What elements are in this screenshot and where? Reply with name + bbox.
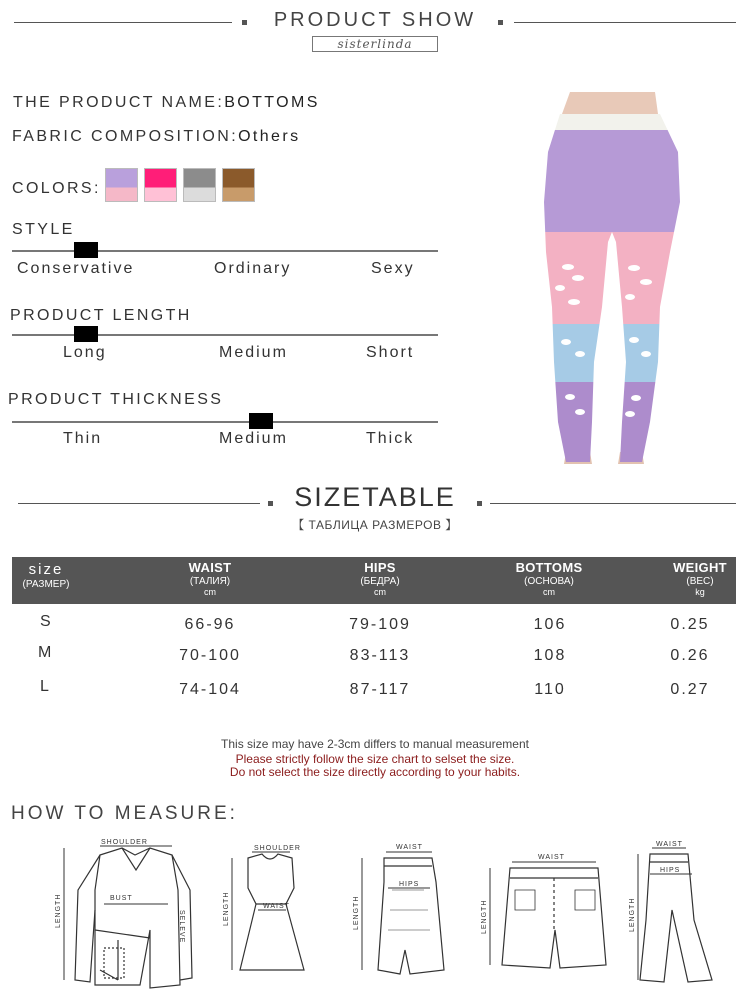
jacket-length-label: LENGTH (55, 893, 62, 928)
row-size: S (40, 613, 51, 630)
shorts-length-label: LENGTH (481, 899, 488, 934)
column-waist (160, 557, 260, 597)
row-hips: 87-117 (349, 681, 411, 698)
length-option-medium: Medium (219, 344, 288, 361)
pants-length-label: LENGTH (629, 897, 636, 932)
style-scale-label: STYLE (12, 221, 75, 238)
product-name-row (13, 94, 320, 112)
row-size: L (40, 678, 49, 695)
size-note: This size may have 2-3cm differs to manual measurement (221, 737, 529, 751)
color-swatch-brown-cream[interactable] (222, 168, 255, 202)
waist-skin (562, 92, 658, 114)
measure-diagrams (0, 830, 750, 1000)
skirt-diagram (378, 858, 444, 974)
column-waist-label: WAIST (188, 560, 232, 575)
shorts-waist-label: WAIST (538, 854, 565, 861)
size-warning-1: Please strictly follow the size chart to selset the size. (235, 752, 515, 766)
thickness-scale-marker (249, 413, 273, 429)
skirt-hips-label: HIPS (399, 881, 420, 888)
column-bottoms-label: BOTTOMS (515, 560, 583, 575)
column-hips-ru: (БЕДРА) (360, 576, 400, 587)
header-title: PRODUCT SHOW (273, 9, 477, 31)
column-weight-ru: (ВЕС) (686, 576, 714, 587)
row-weight: 0.25 (670, 616, 710, 633)
row-waist: 66-96 (184, 616, 236, 633)
skirt-length-label: LENGTH (353, 895, 360, 930)
header-line-right (514, 22, 736, 23)
pants-hips-label: HIPS (660, 867, 681, 874)
column-weight-label: WEIGHT (673, 560, 727, 575)
color-swatch-hot-pink[interactable] (144, 168, 177, 202)
row-bottoms: 110 (534, 681, 566, 698)
colors-label: COLORS: (12, 180, 101, 197)
size-warning-2: Do not select the size directly according to your habits. (229, 765, 521, 779)
row-waist: 74-104 (179, 681, 241, 698)
thickness-scale-label: PRODUCT THICKNESS (8, 391, 224, 408)
jacket-shoulder-label: SHOULDER (101, 839, 148, 846)
row-waist: 70-100 (179, 647, 241, 664)
size-table-header (12, 557, 736, 604)
how-to-measure-title: HOW TO MEASURE: (11, 803, 238, 824)
row-weight: 0.27 (670, 681, 710, 698)
color-swatch-grey-white[interactable] (183, 168, 216, 202)
brand-subtitle: sisterlinda (312, 36, 438, 52)
row-size: M (38, 644, 52, 661)
sizetable-dot-right (477, 501, 482, 506)
thickness-scale-line (12, 421, 438, 423)
skirt-waist-label: WAIST (396, 844, 423, 851)
column-bottoms-unit: cm (543, 587, 555, 597)
jacket-sleeve-label: SELEVE (178, 910, 185, 944)
fabric-label: FABRIC COMPOSITION: (12, 128, 239, 145)
row-weight: 0.26 (670, 647, 710, 664)
column-bottoms (499, 557, 599, 597)
length-option-short: Short (366, 344, 415, 361)
dress-length-label: LENGTH (223, 891, 230, 926)
jacket-bust-label: BUST (110, 895, 133, 902)
style-option-conservative: Conservative (17, 260, 135, 277)
length-scale-label: PRODUCT LENGTH (10, 307, 192, 324)
style-option-ordinary: Ordinary (214, 260, 292, 277)
length-scale-marker (74, 326, 98, 342)
header-dot-right (498, 20, 503, 25)
column-bottoms-ru: (ОСНОВА) (524, 576, 574, 587)
fabric-row (12, 128, 300, 146)
row-bottoms: 108 (533, 647, 567, 664)
product-name-value: BOTTOMS (224, 94, 320, 111)
column-waist-ru: (ТАЛИЯ) (189, 576, 231, 587)
length-option-long: Long (63, 344, 107, 361)
jacket-diagram (75, 848, 192, 988)
sizetable-title: SIZETABLE (294, 482, 456, 512)
row-hips: 83-113 (349, 647, 411, 664)
row-bottoms: 106 (533, 616, 567, 633)
thickness-option-thin: Thin (63, 430, 103, 447)
column-size-label: size (28, 561, 64, 578)
color-swatch-purple-pink[interactable] (105, 168, 138, 202)
pants-waist-label: WAIST (656, 841, 683, 848)
column-waist-unit: cm (204, 587, 216, 597)
dress-waist-label: WAIST (263, 903, 290, 910)
column-size (12, 558, 80, 590)
column-weight (664, 557, 736, 597)
column-weight-unit: kg (695, 587, 705, 597)
column-hips-label: HIPS (364, 560, 396, 575)
product-name-label: THE PRODUCT NAME: (13, 94, 225, 111)
thickness-option-thick: Thick (366, 430, 415, 447)
shorts-diagram (502, 868, 606, 968)
sizetable-subtitle: 【 ТАБЛИЦА РАЗМЕРОВ 】 (292, 518, 458, 532)
column-hips-unit: cm (374, 587, 386, 597)
row-hips: 79-109 (349, 616, 411, 633)
column-size-ru: (РАЗМЕР) (22, 579, 70, 590)
dress-shoulder-label: SHOULDER (254, 845, 301, 852)
sizetable-line-right (490, 503, 736, 504)
product-photo (530, 92, 700, 464)
column-hips (330, 557, 430, 597)
dress-diagram (240, 854, 304, 970)
style-scale-marker (74, 242, 98, 258)
thickness-option-medium: Medium (219, 430, 288, 447)
fabric-value: Others (238, 128, 301, 145)
style-option-sexy: Sexy (371, 260, 415, 277)
